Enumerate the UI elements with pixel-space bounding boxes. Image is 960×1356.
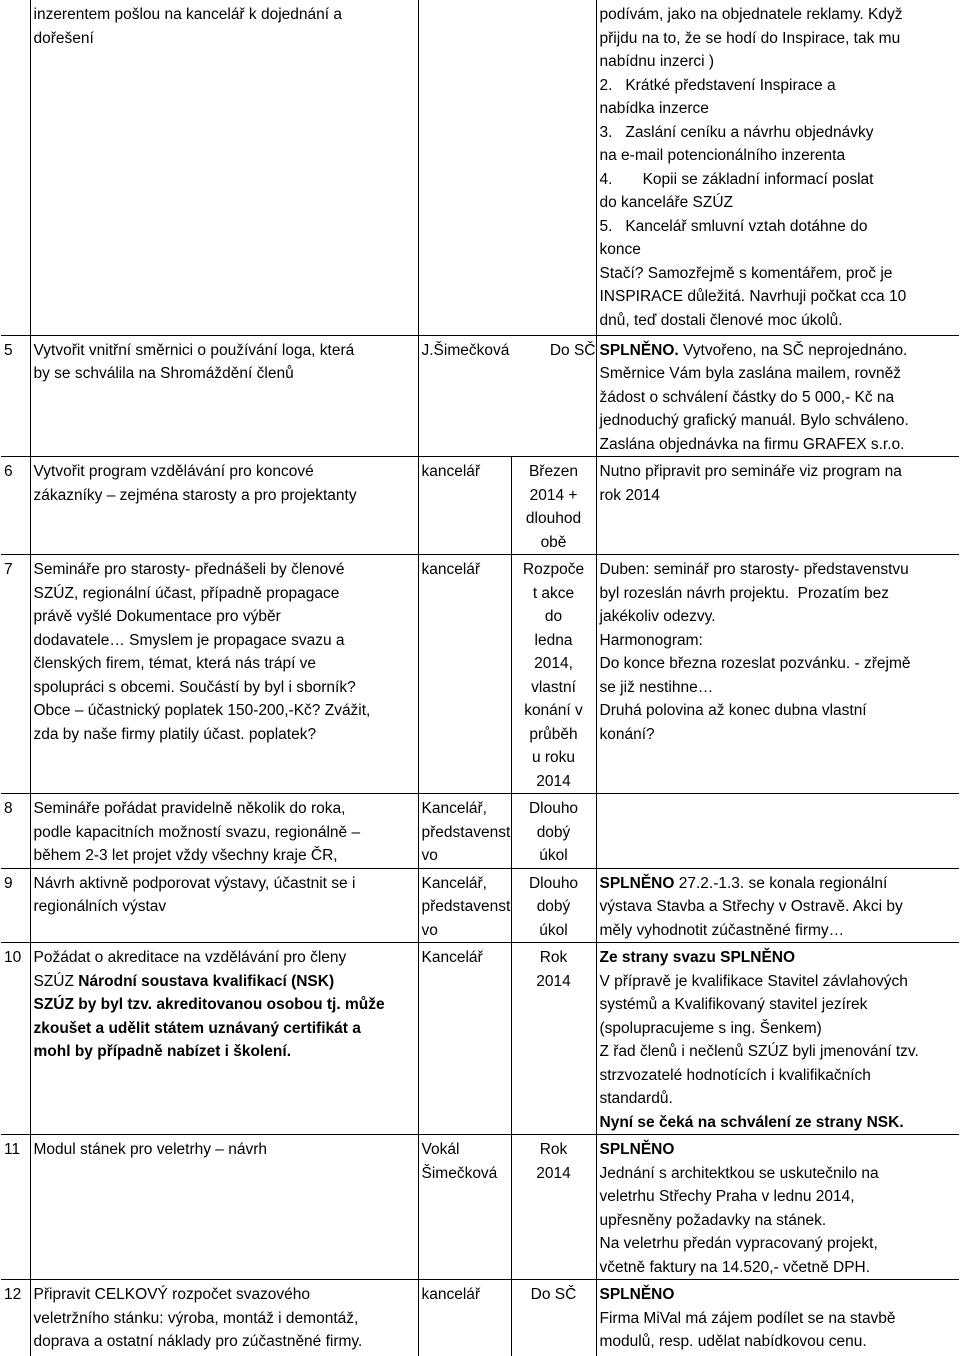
owner-cell: kancelář: [418, 1280, 511, 1356]
task-cell: Vytvořit program vzdělávání pro koncové zákazníky – zejména starosty a pro projektanty: [30, 457, 418, 555]
row-number: 10: [1, 943, 30, 1135]
task-cell: Modul stánek pro veletrhy – návrh: [30, 1135, 418, 1280]
row-number: 8: [1, 794, 30, 869]
table-row: [1, 868, 959, 943]
row-number: 9: [1, 868, 30, 943]
term-cell: Rok 2014: [511, 943, 596, 1135]
table-row: [1, 555, 959, 794]
table-row: [1, 1135, 959, 1280]
status-badge: SPLNĚNO: [599, 874, 675, 892]
term-cell: [511, 0, 596, 335]
term-cell: Březen 2014 + dlouhod obě: [511, 457, 596, 555]
task-cell: Požádat o akreditace na vzdělávání pro členy SZÚZ Národní soustava kvalifikací (NSK) SZÚZ by byl tzv. akreditovanou osobou tj. může zkoušet a udělit státem uznávaný certifikát a mohl by případně nabízet i školení.: [30, 943, 418, 1135]
table-row: [1, 794, 959, 869]
task-cell: inzerentem pošlou na kancelář k dojednání a dořešení: [30, 0, 418, 335]
status-badge: SPLNĚNO.: [599, 341, 679, 359]
row-number: 7: [1, 555, 30, 794]
term-cell: Do SČ: [511, 335, 596, 457]
owner-cell: Kancelář: [418, 943, 511, 1135]
owner-cell: Kancelář, představenst vo: [418, 794, 511, 869]
status-cell: Nutno připravit pro semináře viz program na rok 2014: [596, 457, 959, 555]
owner-cell: Kancelář, představenst vo: [418, 868, 511, 943]
status-badge: SPLNĚNO: [599, 1141, 675, 1158]
owner-cell: Vokál Šimečková: [418, 1135, 511, 1280]
term-cell: Do SČ: [511, 1280, 596, 1356]
status-cell: SPLNĚNO 27.2.-1.3. se konala regionální výstava Stavba a Střechy v Ostravě. Akci by měly vyhodnotit zúčastněné firmy…: [596, 868, 959, 943]
term-cell: Rok 2014: [511, 1135, 596, 1280]
status-badge: Ze strany svazu SPLNĚNO: [599, 949, 796, 966]
row-number: 11: [1, 1135, 30, 1280]
status-cell: SPLNĚNO Firma MiVal má zájem podílet se na stavbě modulů, resp. udělat nabídkovou cenu.: [596, 1280, 959, 1356]
status-cell: podívám, jako na objednatele reklamy. Když přijdu na to, že se hodí do Inspirace, tak mu nabídnu inzerci ) 2. Krátké představení Inspirace a nabídka inzerce 3. Zaslání ceníku a návrhu objednávky na e-mail potencionálního inzerenta 4. Kopii se základní informací poslat do kanceláře SZÚZ 5. Kancelář smluvní vztah dotáhne do konce Stačí? Samozřejmě s komentářem, proč je INSPIRACE důležitá. Navrhuji počkat cca 10 dnů, teď dostali členové moc úkolů.: [596, 0, 959, 335]
status-cell: SPLNĚNO. Vytvořeno, na SČ neprojednáno. Směrnice Vám byla zaslána mailem, rovněž žádost o schválení částky do 5 000,- Kč na jednoduchý grafický manuál. Bylo schváleno. Zaslána objednávka na firmu GRAFEX s.r.o.: [596, 335, 959, 457]
task-cell: Semináře pro starosty- přednášeli by členové SZÚZ, regionální účast, případně propagace právě vyšlé Dokumentace pro výběr dodavatele… Smyslem je propagace svazu a členských firem, témat, která nás trápí ve spolupráci s obcemi. Součástí by byl i sborník? Obce – účastnický poplatek 150-200,-Kč? Zvážit, zda by naše firmy platily účast. poplatek?: [30, 555, 418, 794]
term-cell: Dlouho dobý úkol: [511, 868, 596, 943]
status-cell: Duben: seminář pro starosty- představenstvu byl rozeslán návrh projektu. Prozatím bez jakékoliv odezvy. Harmonogram: Do konce března rozeslat pozvánku. - zřejmě se již nestihne… Druhá polovina až konec dubna vlastní konání?: [596, 555, 959, 794]
row-number: 6: [1, 457, 30, 555]
row-number-cell: [1, 0, 30, 335]
owner-cell: kancelář: [418, 555, 511, 794]
table-row: [1, 1280, 959, 1356]
row-number: 5: [1, 335, 30, 457]
row-number: 12: [1, 1280, 30, 1356]
task-cell: Semináře pořádat pravidelně několik do roka, podle kapacitních možností svazu, regionálně – během 2-3 let projet vždy všechny kraje ČR,: [30, 794, 418, 869]
status-cell: SPLNĚNO Jednání s architektkou se uskutečnilo na veletrhu Střechy Praha v lednu 2014, upřesněny požadavky na stánek. Na veletrhu předán vypracovaný projekt, včetně faktury na 14.520,- včetně DPH.: [596, 1135, 959, 1280]
table-row: [1, 0, 959, 335]
task-cell: Návrh aktivně podporovat výstavy, účastnit se i regionálních výstav: [30, 868, 418, 943]
term-cell: Dlouho dobý úkol: [511, 794, 596, 869]
owner-cell: J.Šimečková: [418, 335, 511, 457]
owner-cell: kancelář: [418, 457, 511, 555]
status-cell: [596, 794, 959, 869]
status-cell: Ze strany svazu SPLNĚNO V přípravě je kvalifikace Stavitel závlahových systémů a Kvalifikovaný stavitel jezírek (spolupracujeme s ing. Šenkem) Z řad členů i nečlenů SZÚZ byli jmenování tzv. strzvozatelé hodnotících i kvalifikačních standardů. Nyní se čeká na schválení ze strany NSK.: [596, 943, 959, 1135]
term-cell: Rozpoče t akce do ledna 2014, vlastní konání v průběh u roku 2014: [511, 555, 596, 794]
owner-cell: [418, 0, 511, 335]
table-row: [1, 457, 959, 555]
table-row: [1, 943, 959, 1135]
task-table: [1, 0, 959, 1356]
table-row: [1, 335, 959, 457]
status-badge: SPLNĚNO: [599, 1286, 675, 1303]
task-cell: Vytvořit vnitřní směrnici o používání loga, která by se schválila na Shromáždění členů: [30, 335, 418, 457]
task-cell: Připravit CELKOVÝ rozpočet svazového veletržního stánku: výroba, montáž i demontáž, doprava a ostatní náklady pro zúčastněné firmy.: [30, 1280, 418, 1356]
